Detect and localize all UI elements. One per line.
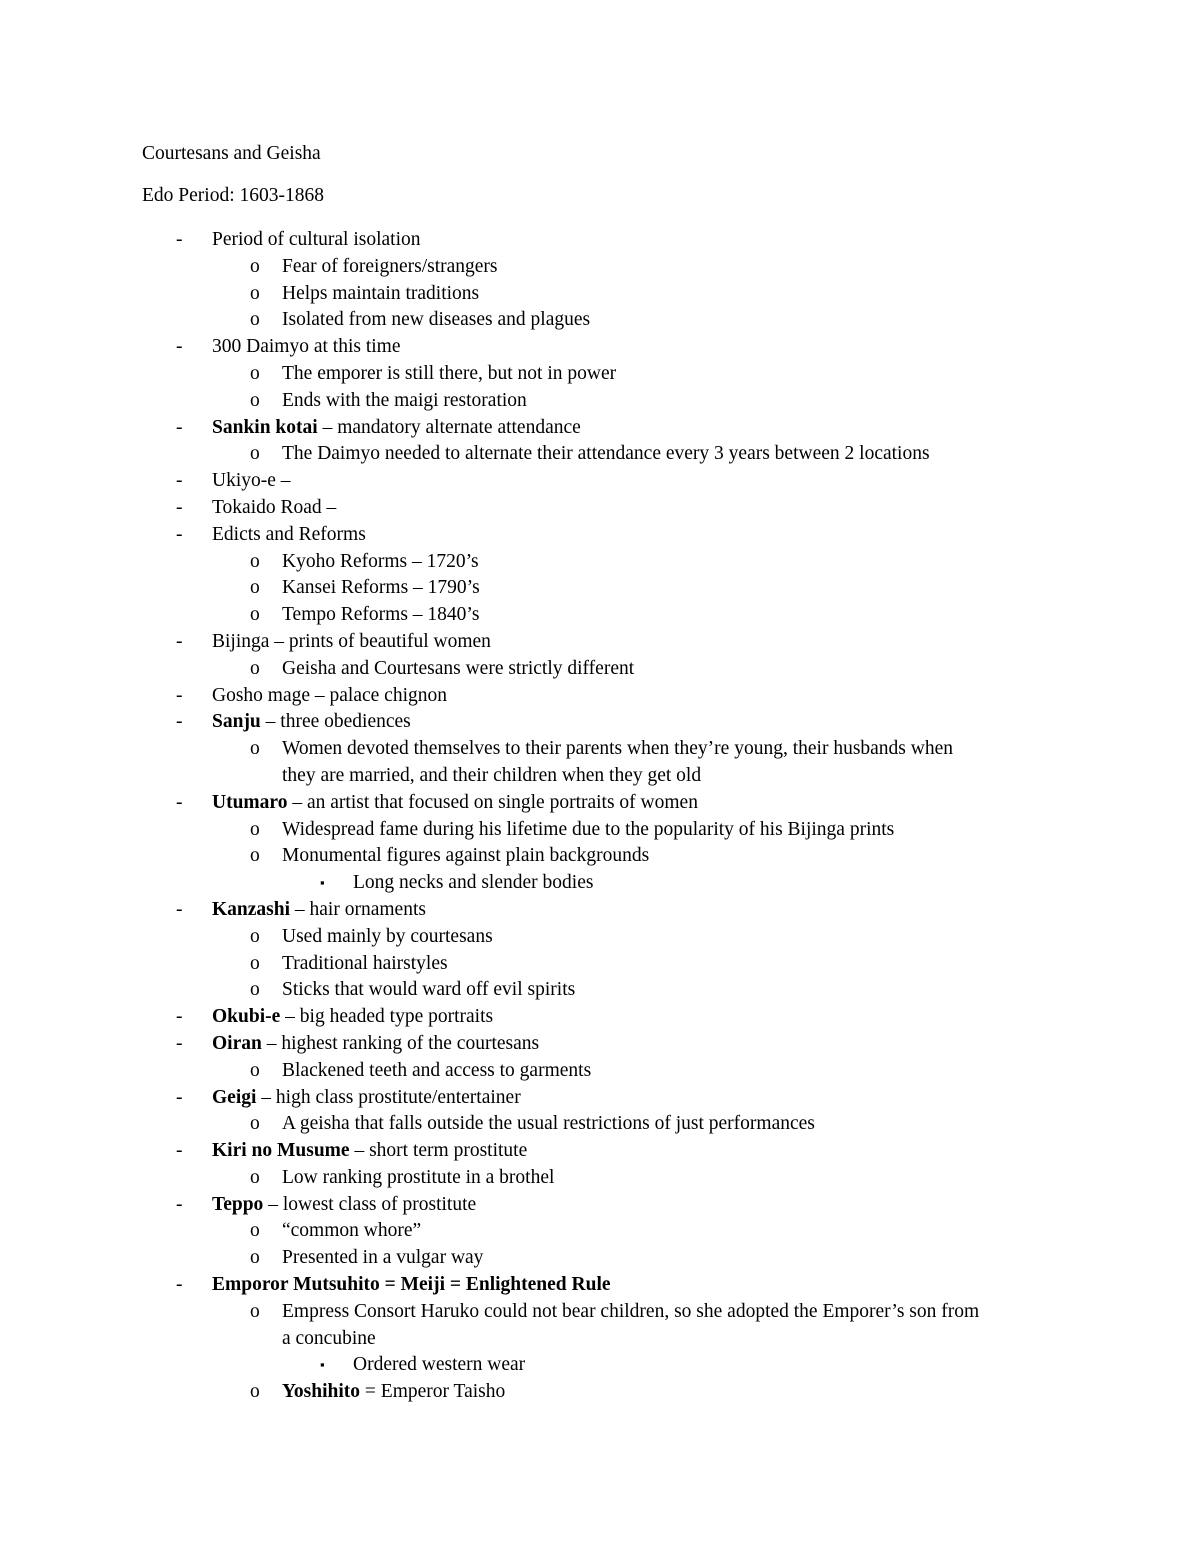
definition: – three obediences	[260, 711, 411, 733]
list-item	[0, 870, 1200, 897]
circle-bullet: o	[250, 282, 260, 304]
list-item-text	[212, 683, 447, 710]
list-item-text	[282, 924, 493, 951]
list-item	[0, 307, 1200, 334]
dash-bullet: -	[176, 791, 183, 813]
list-item-text	[282, 1218, 421, 1245]
list-item-text	[282, 1058, 591, 1085]
circle-bullet: o	[250, 952, 260, 974]
term: Okubi-e	[212, 1006, 281, 1028]
list-item	[0, 602, 1200, 629]
list-item	[0, 1218, 1200, 1245]
list-item	[0, 897, 1200, 924]
definition: Isolated from new diseases and plagues	[282, 309, 591, 331]
definition: Ordered western wear	[353, 1354, 526, 1376]
term: Yoshihito	[282, 1381, 361, 1403]
definition: Tokaido Road –	[212, 496, 337, 518]
list-item	[0, 254, 1200, 281]
term: Oiran	[212, 1032, 262, 1054]
term: Teppo	[212, 1193, 264, 1215]
definition: – lowest class of prostitute	[263, 1193, 477, 1215]
circle-bullet: o	[250, 845, 260, 867]
definition: Kyoho Reforms – 1720’s	[282, 550, 479, 572]
circle-bullet: o	[250, 818, 260, 840]
dash-bullet: -	[176, 336, 183, 358]
definition: Bijinga – prints of beautiful women	[212, 630, 491, 652]
dash-bullet: -	[176, 229, 183, 250]
circle-bullet: o	[250, 1113, 260, 1135]
list-item-text	[282, 1245, 483, 1272]
definition: a concubine	[282, 1327, 376, 1349]
list-item	[0, 1299, 1200, 1326]
definition: Traditional hairstyles	[282, 952, 448, 974]
list-item	[0, 1379, 1200, 1406]
definition: Ukiyo-e –	[212, 470, 291, 492]
definition: Tempo Reforms – 1840’s	[282, 604, 480, 626]
dash-bullet: -	[176, 1193, 183, 1215]
definition: Low ranking prostitute in a brothel	[282, 1166, 555, 1188]
list-item	[0, 709, 1200, 736]
circle-bullet: o	[250, 1381, 260, 1403]
list-item	[0, 1031, 1200, 1058]
list-item	[0, 763, 1200, 790]
list-item-text	[282, 951, 448, 978]
list-item	[0, 441, 1200, 468]
list-item-text	[212, 522, 366, 549]
circle-bullet: o	[250, 1300, 260, 1322]
list-item-text	[212, 227, 421, 254]
circle-bullet: o	[250, 255, 260, 277]
square-bullet: ▪	[320, 875, 325, 891]
list-item	[0, 629, 1200, 656]
list-item	[0, 843, 1200, 870]
list-item	[0, 817, 1200, 844]
list-item	[0, 683, 1200, 710]
definition: Widespread fame during his lifetime due to the popularity of his Bijinga prints	[282, 818, 895, 840]
list-item-text	[282, 281, 479, 308]
circle-bullet: o	[250, 1220, 260, 1242]
list-item	[0, 1085, 1200, 1112]
dash-bullet: -	[176, 1086, 183, 1108]
term: Kiri no Musume	[212, 1140, 350, 1162]
list-item	[0, 334, 1200, 361]
list-item	[0, 951, 1200, 978]
term: Emporor Mutsuhito = Meiji = Enlightened Rule	[212, 1274, 611, 1296]
list-item-text	[212, 415, 581, 442]
circle-bullet: o	[250, 443, 260, 465]
list-item-text	[212, 897, 426, 924]
dash-bullet: -	[176, 1006, 183, 1028]
list-item	[0, 736, 1200, 763]
definition: – big headed type portraits	[280, 1006, 494, 1028]
definition: Kansei Reforms – 1790’s	[282, 577, 480, 599]
circle-bullet: o	[250, 550, 260, 572]
definition: they are married, and their children when they get old	[282, 764, 702, 786]
list-item-text	[282, 977, 575, 1004]
list-item	[0, 415, 1200, 442]
list-item	[0, 522, 1200, 549]
list-item-text	[212, 1192, 476, 1219]
list-item-text	[212, 790, 698, 817]
circle-bullet: o	[250, 362, 260, 384]
circle-bullet: o	[250, 738, 260, 760]
list-item-text	[212, 334, 400, 361]
definition: Geisha and Courtesans were strictly different	[282, 657, 635, 679]
definition: – short term prostitute	[349, 1140, 528, 1162]
list-item-text	[212, 1138, 527, 1165]
definition: – high class prostitute/entertainer	[256, 1086, 521, 1108]
list-item-text	[282, 307, 590, 334]
definition: Used mainly by courtesans	[282, 925, 493, 947]
list-item-text	[353, 870, 593, 897]
list-item	[0, 388, 1200, 415]
list-item-text	[282, 441, 930, 468]
list-item	[0, 549, 1200, 576]
list-item	[0, 1138, 1200, 1165]
definition: Women devoted themselves to their parents when they’re young, their husbands when	[282, 738, 954, 760]
dash-bullet: -	[176, 630, 183, 652]
list-item-text	[282, 1326, 376, 1353]
dash-bullet: -	[176, 1140, 183, 1162]
list-item	[0, 924, 1200, 951]
circle-bullet: o	[250, 979, 260, 1001]
list-item	[0, 361, 1200, 388]
circle-bullet: o	[250, 604, 260, 626]
definition: A geisha that falls outside the usual restrictions of just performances	[282, 1113, 815, 1135]
dash-bullet: -	[176, 470, 183, 492]
definition: Long necks and slender bodies	[353, 872, 594, 894]
list-item-text	[282, 1165, 554, 1192]
term: Sankin kotai	[212, 416, 318, 438]
definition: – highest ranking of the courtesans	[261, 1032, 540, 1054]
notes-list	[0, 227, 1200, 1406]
definition: Presented in a vulgar way	[282, 1247, 484, 1269]
definition: Blackened teeth and access to garments	[282, 1059, 592, 1081]
list-item-text	[282, 1299, 979, 1326]
dash-bullet: -	[176, 898, 183, 920]
dash-bullet: -	[176, 711, 183, 733]
term: Utumaro	[212, 791, 288, 813]
list-item	[0, 495, 1200, 522]
list-item-text	[282, 1379, 505, 1406]
list-item	[0, 1004, 1200, 1031]
list-item	[0, 1192, 1200, 1219]
list-item	[0, 1245, 1200, 1272]
list-item	[0, 1326, 1200, 1353]
definition: – mandatory alternate attendance	[317, 416, 581, 438]
square-bullet: ▪	[320, 1357, 325, 1373]
definition: The Daimyo needed to alternate their attendance every 3 years between 2 locations	[282, 443, 930, 465]
definition: = Emperor Taisho	[360, 1381, 506, 1403]
list-item-text	[212, 629, 491, 656]
definition: Monumental figures against plain backgrounds	[282, 845, 650, 867]
term: Kanzashi	[212, 898, 291, 920]
document-title: Courtesans and Geisha	[142, 143, 321, 164]
circle-bullet: o	[250, 577, 260, 599]
definition: Edicts and Reforms	[212, 523, 366, 545]
list-item	[0, 575, 1200, 602]
list-item-text	[353, 1352, 525, 1379]
list-item-text	[282, 817, 894, 844]
dash-bullet: -	[176, 496, 183, 518]
definition: – an artist that focused on single portraits of women	[287, 791, 698, 813]
list-item-text	[212, 468, 291, 495]
list-item-text	[282, 763, 701, 790]
list-item-text	[282, 388, 527, 415]
circle-bullet: o	[250, 925, 260, 947]
list-item	[0, 790, 1200, 817]
list-item-text	[212, 1004, 493, 1031]
list-item	[0, 656, 1200, 683]
list-item	[0, 1111, 1200, 1138]
list-item-text	[282, 361, 616, 388]
definition: Period of cultural isolation	[212, 229, 421, 250]
definition: The emporer is still there, but not in power	[282, 362, 617, 384]
circle-bullet: o	[250, 1247, 260, 1269]
list-item-text	[212, 1085, 521, 1112]
circle-bullet: o	[250, 1166, 260, 1188]
definition: Sticks that would ward off evil spirits	[282, 979, 576, 1001]
circle-bullet: o	[250, 1059, 260, 1081]
list-item-text	[282, 1111, 815, 1138]
list-item-text	[282, 656, 634, 683]
period-heading: Edo Period: 1603-1868	[142, 185, 324, 206]
definition: Gosho mage – palace chignon	[212, 684, 448, 706]
list-item	[0, 1058, 1200, 1085]
circle-bullet: o	[250, 389, 260, 411]
term: Sanju	[212, 711, 261, 733]
list-item-text	[282, 575, 480, 602]
list-item-text	[212, 1031, 539, 1058]
list-item-text	[282, 254, 498, 281]
list-item-text	[212, 495, 336, 522]
list-item	[0, 1352, 1200, 1379]
list-item	[0, 1272, 1200, 1299]
list-item-text	[282, 736, 953, 763]
dash-bullet: -	[176, 416, 183, 438]
definition: Helps maintain traditions	[282, 282, 480, 304]
definition: Fear of foreigners/strangers	[282, 255, 498, 277]
dash-bullet: -	[176, 1274, 183, 1296]
definition: Ends with the maigi restoration	[282, 389, 527, 411]
dash-bullet: -	[176, 684, 183, 706]
dash-bullet: -	[176, 1032, 183, 1054]
definition: – hair ornaments	[290, 898, 426, 920]
list-item	[0, 1165, 1200, 1192]
definition: Empress Consort Haruko could not bear children, so she adopted the Emporer’s son from	[282, 1300, 980, 1322]
list-item	[0, 227, 1200, 254]
list-item	[0, 281, 1200, 308]
term: Geigi	[212, 1086, 257, 1108]
dash-bullet: -	[176, 523, 183, 545]
definition: 300 Daimyo at this time	[212, 336, 401, 358]
list-item-text	[212, 709, 411, 736]
list-item-text	[282, 843, 649, 870]
list-item-text	[282, 602, 479, 629]
definition: “common whore”	[282, 1220, 422, 1242]
circle-bullet: o	[250, 309, 260, 331]
circle-bullet: o	[250, 657, 260, 679]
list-item-text	[212, 1272, 611, 1299]
list-item-text	[282, 549, 479, 576]
list-item	[0, 468, 1200, 495]
list-item	[0, 977, 1200, 1004]
